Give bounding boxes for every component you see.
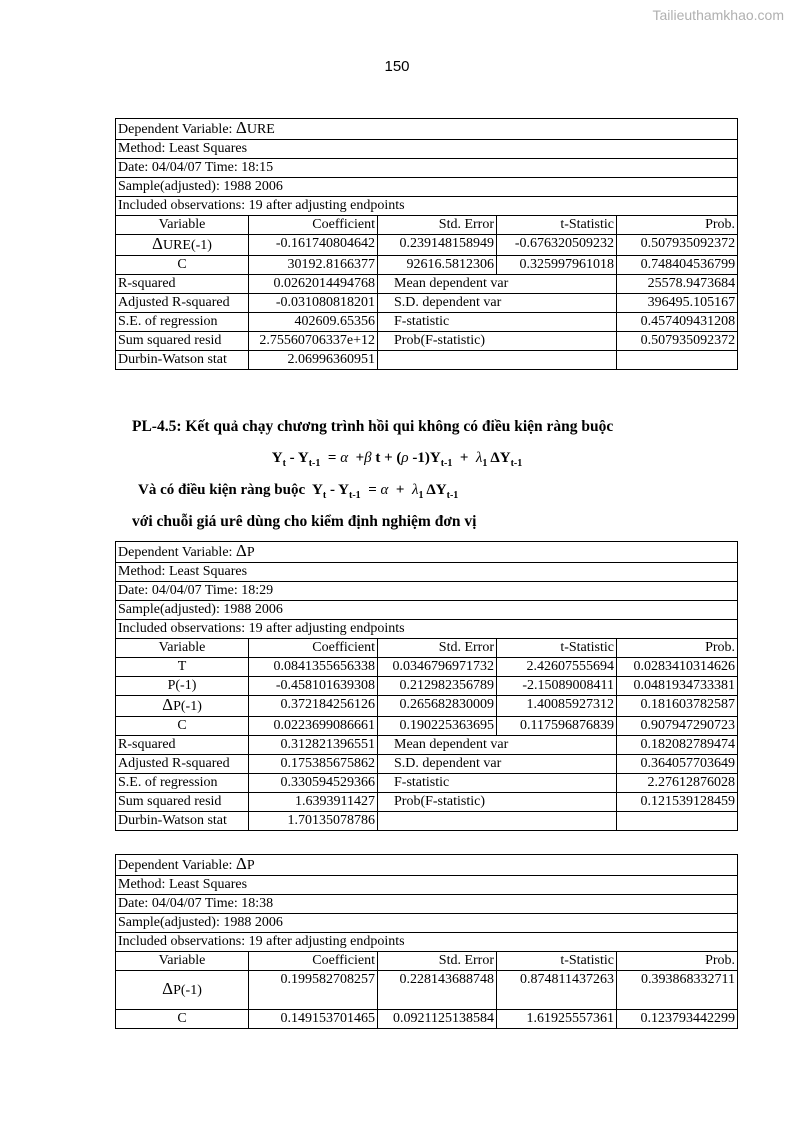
table-cell: 0.149153701465 (249, 1010, 378, 1029)
table-cell: 0.121539128459 (617, 793, 738, 812)
table-cell: 1.6393911427 (249, 793, 378, 812)
restricted-heading: Và có điều kiện ràng buộc $Y_t - Y_{t-1} = \alpha + \lambda_1$ $\Delta Y_{t-1}$ (138, 482, 459, 501)
table-row (116, 933, 738, 952)
table-row (116, 1010, 738, 1029)
table-cell: 0.457409431208 (617, 313, 738, 332)
table-cell (378, 351, 617, 370)
table-row (116, 914, 738, 933)
table-cell: 30192.8166377 (249, 256, 378, 275)
table-row (116, 876, 738, 895)
table-cell: 1.40085927312 (497, 696, 617, 717)
table-cell: 0.312821396551 (249, 736, 378, 755)
table-cell: 0.212982356789 (378, 677, 497, 696)
stat-row (116, 275, 738, 294)
table-row (116, 717, 738, 736)
table-cell: -0.458101639308 (249, 677, 378, 696)
table-cell (617, 812, 738, 831)
table-cell: 1.70135078786 (249, 812, 378, 831)
date-time: Date: 04/04/07 Time: 18:15 (116, 159, 738, 178)
table-cell: 2.27612876028 (617, 774, 738, 793)
stat-row (116, 313, 738, 332)
table-cell: Prob(F-statistic) (378, 332, 617, 351)
table-cell: S.D. dependent var (378, 294, 617, 313)
observations: Included observations: 19 after adjusting endpoints (116, 620, 738, 639)
table-cell: t-Statistic (497, 639, 617, 658)
header-row (116, 216, 738, 235)
table-cell: 0.190225363695 (378, 717, 497, 736)
table-row (116, 971, 738, 1010)
method: Method: Least Squares (116, 140, 738, 159)
table-row (116, 658, 738, 677)
regression-table-ure (115, 118, 738, 370)
table-cell: C (116, 1010, 249, 1029)
table-row (116, 542, 738, 563)
table-cell: ΔURE(-1) (116, 235, 249, 256)
table-row (116, 256, 738, 275)
table-cell: 0.507935092372 (617, 332, 738, 351)
table-cell: P(-1) (116, 677, 249, 696)
table-row (116, 197, 738, 216)
table-row (116, 159, 738, 178)
stat-row (116, 294, 738, 313)
table-cell: 0.0841355656338 (249, 658, 378, 677)
table-row (116, 582, 738, 601)
table-cell: t-Statistic (497, 216, 617, 235)
table-row (116, 601, 738, 620)
table-cell: Coefficient (249, 639, 378, 658)
table-cell: 0.0283410314626 (617, 658, 738, 677)
table-row (116, 563, 738, 582)
table-cell: 0.0223699086661 (249, 717, 378, 736)
table-cell: -0.031080818201 (249, 294, 378, 313)
table-cell: 0.265682830009 (378, 696, 497, 717)
table-cell: S.E. of regression (116, 774, 249, 793)
table-cell: 92616.5812306 (378, 256, 497, 275)
stat-row (116, 332, 738, 351)
table-cell: ΔP(-1) (116, 971, 249, 1010)
table-cell: -0.161740804642 (249, 235, 378, 256)
stat-row (116, 351, 738, 370)
method: Method: Least Squares (116, 563, 738, 582)
stat-row (116, 755, 738, 774)
series-heading: với chuỗi giá urê dùng cho kiểm định nghiệm đơn vị (132, 513, 477, 530)
sample: Sample(adjusted): 1988 2006 (116, 601, 738, 620)
dependent-variable: Dependent Variable: ΔP (116, 542, 738, 563)
table-cell: 0.393868332711 (617, 971, 738, 1010)
page-number: 150 (384, 58, 410, 75)
table-cell: 1.61925557361 (497, 1010, 617, 1029)
header-row (116, 952, 738, 971)
table-cell (617, 351, 738, 370)
table-cell: Durbin-Watson stat (116, 351, 249, 370)
table-cell: Sum squared resid (116, 793, 249, 812)
table-cell: Sum squared resid (116, 332, 249, 351)
table-cell: 0.228143688748 (378, 971, 497, 1010)
table-cell: 0.0346796971732 (378, 658, 497, 677)
stat-row (116, 793, 738, 812)
table-cell: R-squared (116, 275, 249, 294)
table-cell: Mean dependent var (378, 275, 617, 294)
table-cell: Coefficient (249, 216, 378, 235)
table-cell: T (116, 658, 249, 677)
observations: Included observations: 19 after adjusting endpoints (116, 933, 738, 952)
observations: Included observations: 19 after adjusting endpoints (116, 197, 738, 216)
table-cell: 0.907947290723 (617, 717, 738, 736)
table-cell: 0.325997961018 (497, 256, 617, 275)
table-cell: 0.372184256126 (249, 696, 378, 717)
table-cell: 0.748404536799 (617, 256, 738, 275)
regression-table-p-unrestricted (115, 541, 738, 831)
table-cell: 0.0262014494768 (249, 275, 378, 294)
table-cell: Prob. (617, 639, 738, 658)
stat-row (116, 736, 738, 755)
table-cell: 402609.65356 (249, 313, 378, 332)
table-cell: 2.75560706337e+12 (249, 332, 378, 351)
table-cell: 0.123793442299 (617, 1010, 738, 1029)
table-row (116, 855, 738, 876)
table-cell: Mean dependent var (378, 736, 617, 755)
table-cell: -2.15089008411 (497, 677, 617, 696)
table-cell: 0.239148158949 (378, 235, 497, 256)
table-cell: Prob. (617, 216, 738, 235)
date-time: Date: 04/04/07 Time: 18:38 (116, 895, 738, 914)
table-cell: -0.676320509232 (497, 235, 617, 256)
table-cell: Std. Error (378, 639, 497, 658)
table-row (116, 696, 738, 717)
table-cell: Variable (116, 952, 249, 971)
table-cell: Variable (116, 216, 249, 235)
table-row (116, 677, 738, 696)
table-cell: F-statistic (378, 774, 617, 793)
table-cell: Coefficient (249, 952, 378, 971)
table-cell: Prob. (617, 952, 738, 971)
table-cell: t-Statistic (497, 952, 617, 971)
regression-table-p-restricted (115, 854, 738, 1029)
table-cell: C (116, 256, 249, 275)
table-cell: 0.199582708257 (249, 971, 378, 1010)
table-cell: Variable (116, 639, 249, 658)
table-row (116, 178, 738, 197)
table-cell: Prob(F-statistic) (378, 793, 617, 812)
section-heading: PL-4.5: Kết quả chạy chương trình hồi qui không có điều kiện ràng buộc (132, 418, 614, 435)
table-cell: 0.181603782587 (617, 696, 738, 717)
table-row (116, 235, 738, 256)
table-cell: 2.06996360951 (249, 351, 378, 370)
table-cell: 396495.105167 (617, 294, 738, 313)
table-row (116, 119, 738, 140)
sample: Sample(adjusted): 1988 2006 (116, 178, 738, 197)
table-cell (378, 812, 617, 831)
sample: Sample(adjusted): 1988 2006 (116, 914, 738, 933)
table-cell: 0.507935092372 (617, 235, 738, 256)
dependent-variable: Dependent Variable: ΔURE (116, 119, 738, 140)
table-cell: F-statistic (378, 313, 617, 332)
table-cell: 2.42607555694 (497, 658, 617, 677)
table-cell: 0.175385675862 (249, 755, 378, 774)
method: Method: Least Squares (116, 876, 738, 895)
table-row (116, 140, 738, 159)
table-cell: ΔP(-1) (116, 696, 249, 717)
table-cell: 0.0481934733381 (617, 677, 738, 696)
stat-row (116, 812, 738, 831)
table-cell: Std. Error (378, 216, 497, 235)
table-cell: 0.330594529366 (249, 774, 378, 793)
table-cell: Durbin-Watson stat (116, 812, 249, 831)
table-row (116, 620, 738, 639)
table-cell: 0.874811437263 (497, 971, 617, 1010)
date-time: Date: 04/04/07 Time: 18:29 (116, 582, 738, 601)
table-row (116, 895, 738, 914)
header-row (116, 639, 738, 658)
table-cell: C (116, 717, 249, 736)
table-cell: 0.364057703649 (617, 755, 738, 774)
table-cell: 0.117596876839 (497, 717, 617, 736)
equation-unrestricted: $Y_t - Y_{t-1} = \alpha +\beta$ t + (ρ $-1)Y_{t-1} + \lambda_1$ $\Delta Y_{t-1}$ (271, 450, 523, 469)
table-cell: Adjusted R-squared (116, 755, 249, 774)
table-cell: S.E. of regression (116, 313, 249, 332)
dependent-variable: Dependent Variable: ΔP (116, 855, 738, 876)
table-cell: 25578.9473684 (617, 275, 738, 294)
stat-row (116, 774, 738, 793)
table-cell: Std. Error (378, 952, 497, 971)
watermark: Tailieuthamkhao.com (652, 7, 784, 23)
table-cell: 0.182082789474 (617, 736, 738, 755)
table-cell: Adjusted R-squared (116, 294, 249, 313)
table-cell: R-squared (116, 736, 249, 755)
table-cell: S.D. dependent var (378, 755, 617, 774)
table-cell: 0.0921125138584 (378, 1010, 497, 1029)
